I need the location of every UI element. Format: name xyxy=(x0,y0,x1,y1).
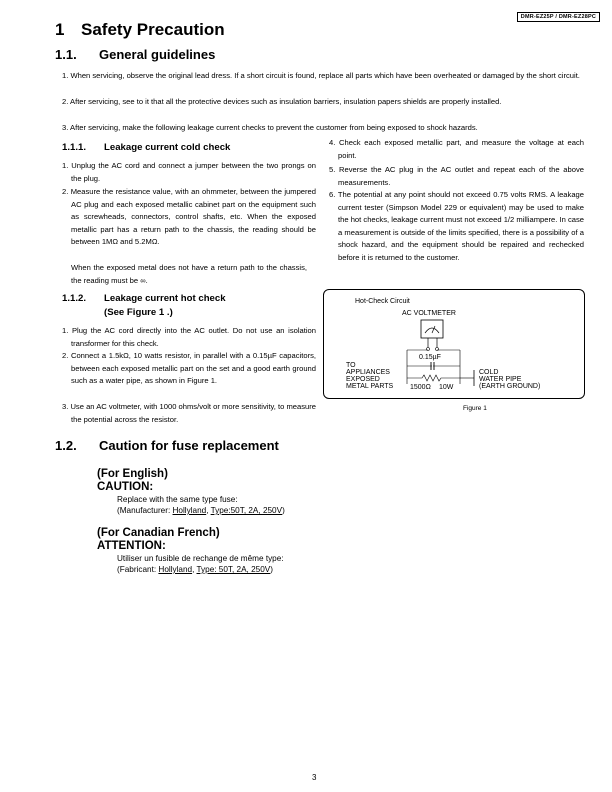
hot-item-4: 4. Check each exposed metallic part, and measure the voltage at each point. xyxy=(329,138,584,160)
left-label-1: TO xyxy=(346,362,356,369)
voltmeter-symbol xyxy=(421,320,443,338)
left-label-3: EXPOSED xyxy=(346,376,380,383)
caution-french-head: ATTENTION: xyxy=(97,540,166,552)
section-number: 1.1. xyxy=(55,47,77,62)
figure-caption: Figure 1 xyxy=(463,405,487,412)
subsection-number: 1.1.1. xyxy=(62,142,87,153)
capacitor-gap xyxy=(432,362,433,370)
caution-french-line2 xyxy=(97,564,284,575)
general-item-3: 3. After servicing, make the following leakage current checks to prevent the customer from being exposed to shock hazards. xyxy=(62,123,478,132)
hot-check-figure xyxy=(323,289,585,399)
section-heading-general xyxy=(55,47,215,62)
caution-english-head: CAUTION: xyxy=(97,481,154,493)
caution-french-lang: (For Canadian French) xyxy=(97,527,220,539)
circuit-title: Hot-Check Circuit xyxy=(355,298,410,305)
caution-english-suffix: ) xyxy=(282,506,285,515)
cold-item-1: 1. Unplug the AC cord and connect a jumper between the two prongs on the plug. xyxy=(62,161,316,183)
subsection-title: Leakage current hot check xyxy=(104,293,226,304)
section-title: Caution for fuse replacement xyxy=(99,438,279,453)
caution-english-sep: , xyxy=(206,506,211,515)
right-label-1: COLD xyxy=(479,369,499,376)
cold-note: When the exposed metal does not have a return path to the chassis, the reading must be ∞. xyxy=(71,263,307,285)
caution-english-line2 xyxy=(97,505,285,516)
left-label-2: APPLIANCES xyxy=(346,369,390,376)
cold-item-2: 2. Measure the resistance value, with an ohmmeter, between the jumpered AC plug and each exposed metallic cabinet part on the equipment such as screwheads, connectors, control shafts, etc. When the exposed metallic part has a return path to the chassis, the reading should be between 1MΩ and 5.2MΩ. xyxy=(62,187,316,246)
meter-needle xyxy=(432,326,435,333)
right-label-3: (EARTH GROUND) xyxy=(479,383,541,390)
resistor-symbol xyxy=(407,375,460,381)
general-item-1: 1. When servicing, observe the original lead dress. If a short circuit is found, replace all parts which have been overheated or damaged by the short circuit. xyxy=(62,71,580,80)
hot-item-2: 2. Connect a 1.5kΩ, 10 watts resistor, in parallel with a 0.15µF capacitors, between each exposed metallic part on the set and a good earth ground such as a water pipe, as shown in Figure 1. xyxy=(62,351,316,385)
voltmeter-label: AC VOLTMETER xyxy=(402,310,456,317)
section-title: General guidelines xyxy=(99,47,216,62)
hot-item-5: 5. Reverse the AC plug in the AC outlet and repeat each of the above measurements. xyxy=(329,165,584,187)
hot-item-6: 6. The potential at any point should not exceed 0.75 volts RMS. A leakage current tester (Simpson Model 229 or equivalent) may be used to make the hot checks, leakage current must not exceed 1/2 milliampere. In case a measurement is outside of the limits specified, there is a possibility of a shock hazard, and the equipment should be repaired and rechecked before it is returned to the customer. xyxy=(329,190,584,262)
page-number: 3 xyxy=(312,773,317,782)
page-title-text: Safety Precaution xyxy=(81,20,225,39)
general-item-2: 2. After servicing, see to it that all the protective devices such as insulation barriers, insulation papers shields are properly installed. xyxy=(62,97,502,106)
page-title-number: 1 xyxy=(55,20,65,39)
page-title xyxy=(55,20,225,40)
caution-french-suffix: ) xyxy=(270,565,273,574)
hot-item-1: 1. Plug the AC cord directly into the AC outlet. Do not use an isolation transformer for this check. xyxy=(62,326,316,348)
caution-english-prefix: (Manufacturer: xyxy=(117,506,173,515)
right-label-2: WATER PIPE xyxy=(479,376,522,383)
hot-check-circuit-diagram xyxy=(324,290,584,398)
subsection-number: 1.1.2. xyxy=(62,293,87,304)
subsection-heading-cold xyxy=(62,141,230,155)
left-label-4: METAL PARTS xyxy=(346,383,394,390)
model-tag: DMR-EZ25P / DMR-EZ28PC xyxy=(517,12,600,22)
caution-english-line1: Replace with the same type fuse: xyxy=(117,495,238,504)
capacitor-label: 0.15µF xyxy=(419,354,441,361)
resistor-label: 1500Ω xyxy=(410,384,431,391)
section-heading-fuse xyxy=(55,438,279,453)
caution-english xyxy=(97,468,285,516)
hot-item-3: 3. Use an AC voltmeter, with 1000 ohms/volt or more sensitivity, to measure the potential across the resistor. xyxy=(62,402,316,424)
caution-english-manufacturer: Hollyland xyxy=(172,506,207,515)
caution-french-prefix: (Fabricant: xyxy=(117,565,159,574)
caution-french-line1: Utiliser un fusible de rechange de même type: xyxy=(117,554,284,563)
caution-english-lang: (For English) xyxy=(97,468,168,480)
caution-french-sep: , xyxy=(192,565,197,574)
caution-french xyxy=(97,527,284,575)
watts-label: 10W xyxy=(439,384,454,391)
caution-english-type: Type:50T, 2A, 250V xyxy=(210,506,283,515)
subsection-title: Leakage current cold check xyxy=(104,142,231,153)
caution-french-manufacturer: Hollyland xyxy=(158,565,193,574)
subsection-heading-hot xyxy=(62,292,226,320)
caution-french-type: Type: 50T, 2A, 250V xyxy=(196,565,271,574)
section-number: 1.2. xyxy=(55,438,77,453)
subsection-subtitle: (See Figure 1 .) xyxy=(104,307,173,318)
